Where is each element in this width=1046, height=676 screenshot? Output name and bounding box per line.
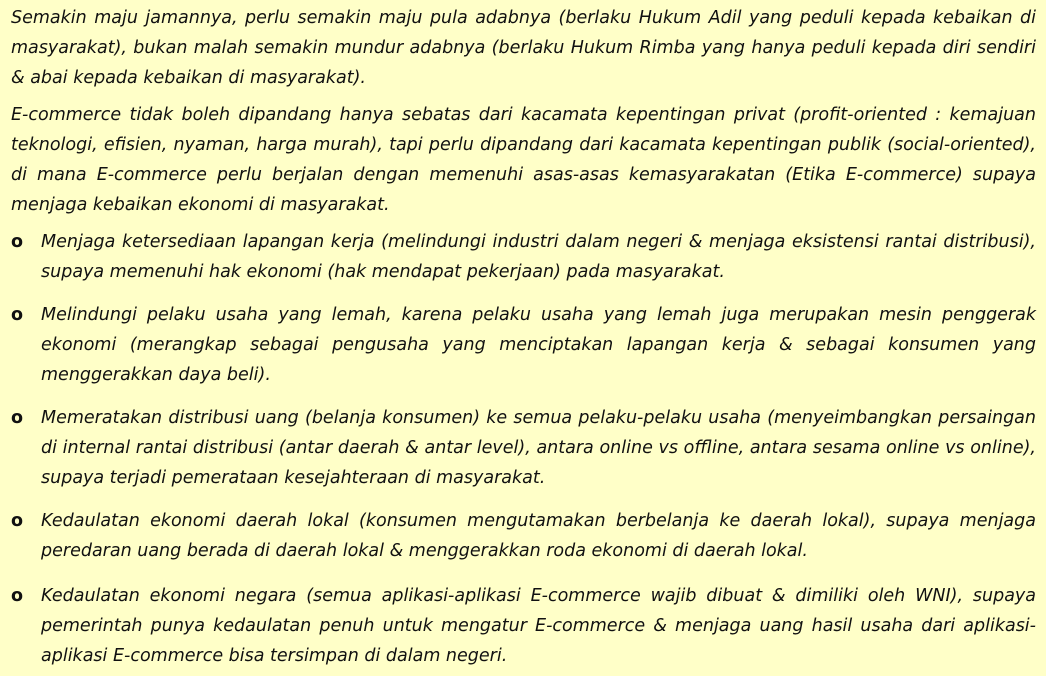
list-item — [11, 300, 1036, 390]
list-item — [11, 581, 1036, 671]
ecommerce-paragraph: E-commerce tidak boleh dipandang hanya sebatas dari kacamata kepentingan privat (profit-oriented : kemajuan teknologi, efisien, nyaman, harga murah), tapi perlu dipandang dari kacamata kepentingan publik (social-oriented), di mana E-commerce perlu berjalan dengan memenuhi asas-asas kemasyarakatan (Etika E-commerce) supaya menjaga kebaikan ekonomi di masyarakat. — [11, 105, 1036, 215]
list-item-text: Melindungi pelaku usaha yang lemah, karena pelaku usaha yang lemah juga merupakan mesin penggerak ekonomi (merangkap sebagai pengusaha yang menciptakan lapangan kerja & sebagai konsumen yang menggerakkan daya beli). — [41, 305, 1036, 385]
bullet-marker: o — [11, 305, 24, 325]
bullet-marker: o — [11, 232, 24, 252]
list-item-text: Kedaulatan ekonomi daerah lokal (konsumen mengutamakan berbelanja ke daerah lokal), supaya menjaga peredaran uang berada di daerah lokal & menggerakkan roda ekonomi di daerah lokal. — [41, 511, 1036, 561]
bullet-marker: o — [11, 511, 24, 531]
list-item — [11, 403, 1036, 493]
list-item-text: Kedaulatan ekonomi negara (semua aplikasi-aplikasi E-commerce wajib dibuat & dimiliki oleh WNI), supaya pemerintah punya kedaulatan penuh untuk mengatur E-commerce & menjaga uang hasil usaha dari aplikasi-aplikasi E-commerce bisa tersimpan di dalam negeri. — [41, 586, 1036, 666]
bullet-marker: o — [11, 408, 24, 428]
bullet-marker: o — [11, 586, 24, 606]
intro-paragraph: Semakin maju jamannya, perlu semakin maju pula adabnya (berlaku Hukum Adil yang peduli kepada kebaikan di masyarakat), bukan malah semakin mundur adabnya (berlaku Hukum Rimba yang hanya peduli kepada diri sendiri & abai kepada kebaikan di masyarakat). — [11, 8, 1036, 88]
list-item-text: Menjaga ketersediaan lapangan kerja (melindungi industri dalam negeri & menjaga eksistensi rantai distribusi), supaya memenuhi hak ekonomi (hak mendapat pekerjaan) pada masyarakat. — [41, 232, 1036, 282]
list-item — [11, 227, 1036, 287]
list-item — [11, 506, 1036, 566]
list-item-text: Memeratakan distribusi uang (belanja konsumen) ke semua pelaku-pelaku usaha (menyeimbangkan persaingan di internal rantai distribusi (antar daerah & antar level), antara online vs offline, antara sesama online vs online), supaya terjadi pemerataan kesejahteraan di masyarakat. — [41, 408, 1036, 488]
ethics-bullet-list — [11, 227, 1036, 671]
